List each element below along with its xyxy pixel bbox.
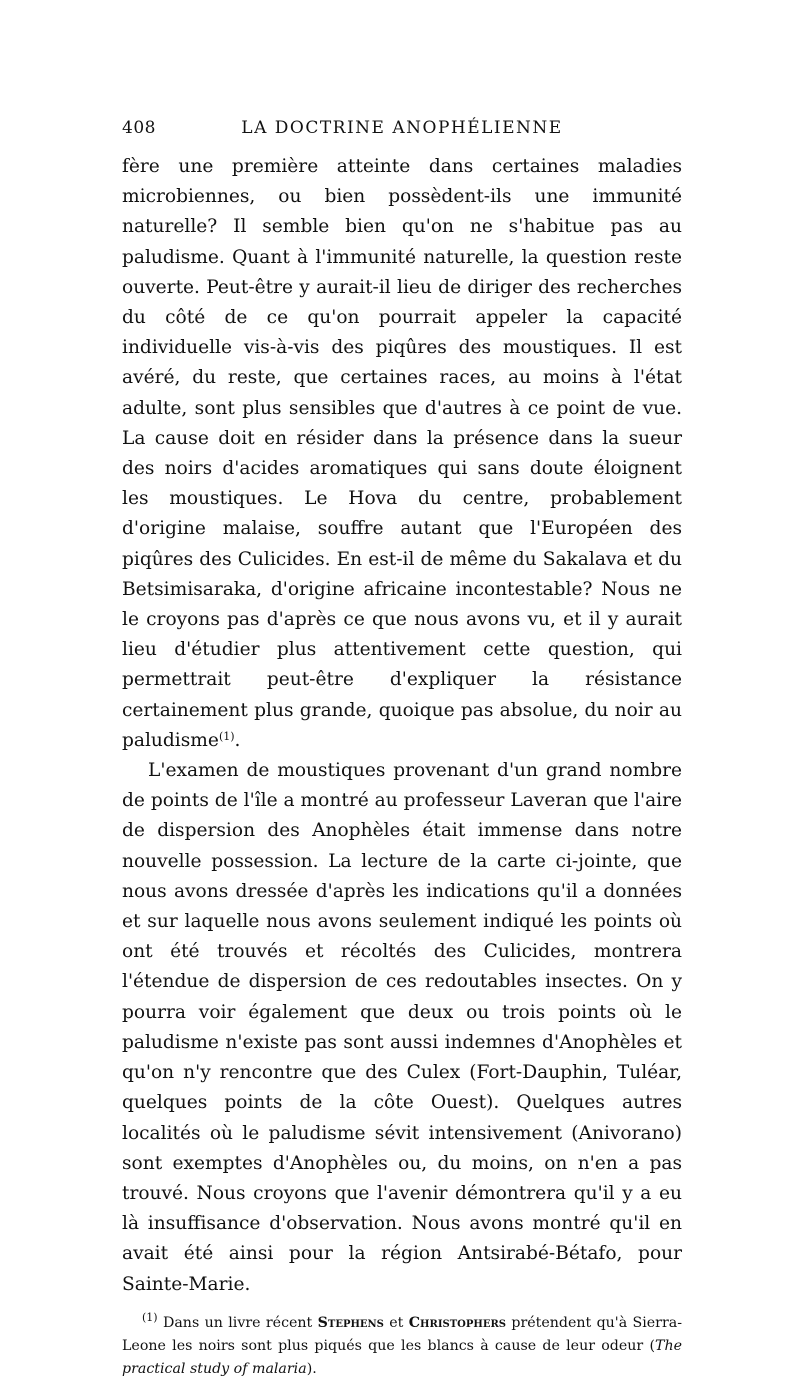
paragraph-2 — [122, 756, 682, 1300]
footnote-author-1: Stephens — [317, 1314, 384, 1331]
paragraph-1-end: . — [234, 729, 241, 751]
footnote-marker: (1) — [142, 1310, 158, 1324]
document-page — [122, 118, 682, 1381]
running-title: LA DOCTRINE ANOPHÉLIENNE — [241, 118, 563, 138]
footnote-text-end: ). — [306, 1360, 317, 1377]
footnote-text-middle: prétendent qu'à Sierra-Leone les noirs sont plus piqués que les blancs à cause de leur odeur ( — [122, 1314, 682, 1354]
paragraph-2-text: L'examen de moustiques provenant d'un grand nombre de points de l'île a montré au professeur Laveran que l'aire de dispersion des Anophèles était immense dans notre nouvelle possession. La lecture de la carte ci-jointe, que nous avons dressée d'après les indications qu'il a données et sur laquelle nous avons seulement indiqué les points où ont été trouvés et récoltés des Culicides, montrera l'étendue de dispersion de ces redoutables insectes. On y pourra voir également que deux ou trois points où le paludisme n'existe pas sont aussi indemnes d'Anophèles et qu'on n'y rencontre que des Culex (Fort-Dauphin, Tuléar, quelques points de la côte Ouest). Quelques autres localités où le paludisme sévit intensivement (Anivorano) sont exemptes d'Anophèles ou, du moins, on n'en a pas trouvé. Nous croyons que l'avenir démontrera qu'il y a eu là insuffisance d'observation. Nous avons montré qu'il en avait été ainsi pour la région Antsirabé-Bétafo, pour Sainte-Marie. — [122, 760, 682, 1295]
paragraph-1-text: fère une première atteinte dans certaines maladies microbiennes, ou bien possèdent-ils une immunité naturelle? Il semble bien qu'on ne s'habitue pas au paludisme. Quant à l'immunité naturelle, la question reste ouverte. Peut-être y aurait-il lieu de diriger des recherches du côté de ce qu'on pourrait appeler la capacité individuelle vis-à-vis des piqûres des moustiques. Il est avéré, du reste, que certaines races, au moins à l'état adulte, sont plus sensibles que d'autres à ce point de vue. La cause doit en résider dans la présence dans la sueur des noirs d'acides aromatiques qui sans doute éloignent les moustiques. Le Hova du centre, probablement d'origine malaise, souffre autant que l'Européen des piqûres des Culicides. En est-il de même du Sakalava et du Betsimisaraka, d'origine africaine incontestable? Nous ne le croyons pas d'après ce que nous avons vu, et il y aurait lieu d'étudier plus attentivement cette question, qui permettrait peut-être d'expliquer la résistance certainement plus grande, quoique pas absolue, du noir au paludisme — [122, 156, 682, 751]
footnote-book-title: The practical study of malaria — [122, 1337, 682, 1377]
footnote-author-2: Christophers — [408, 1314, 506, 1331]
footnote — [122, 1312, 682, 1381]
page-number: 408 — [122, 118, 156, 138]
footnote-text-and: et — [383, 1314, 409, 1331]
footnote-reference: (1) — [218, 729, 235, 743]
running-header — [122, 118, 682, 148]
paragraph-1 — [122, 152, 682, 756]
body-text — [122, 152, 682, 1300]
footnote-text-start: Dans un livre récent — [157, 1314, 318, 1331]
